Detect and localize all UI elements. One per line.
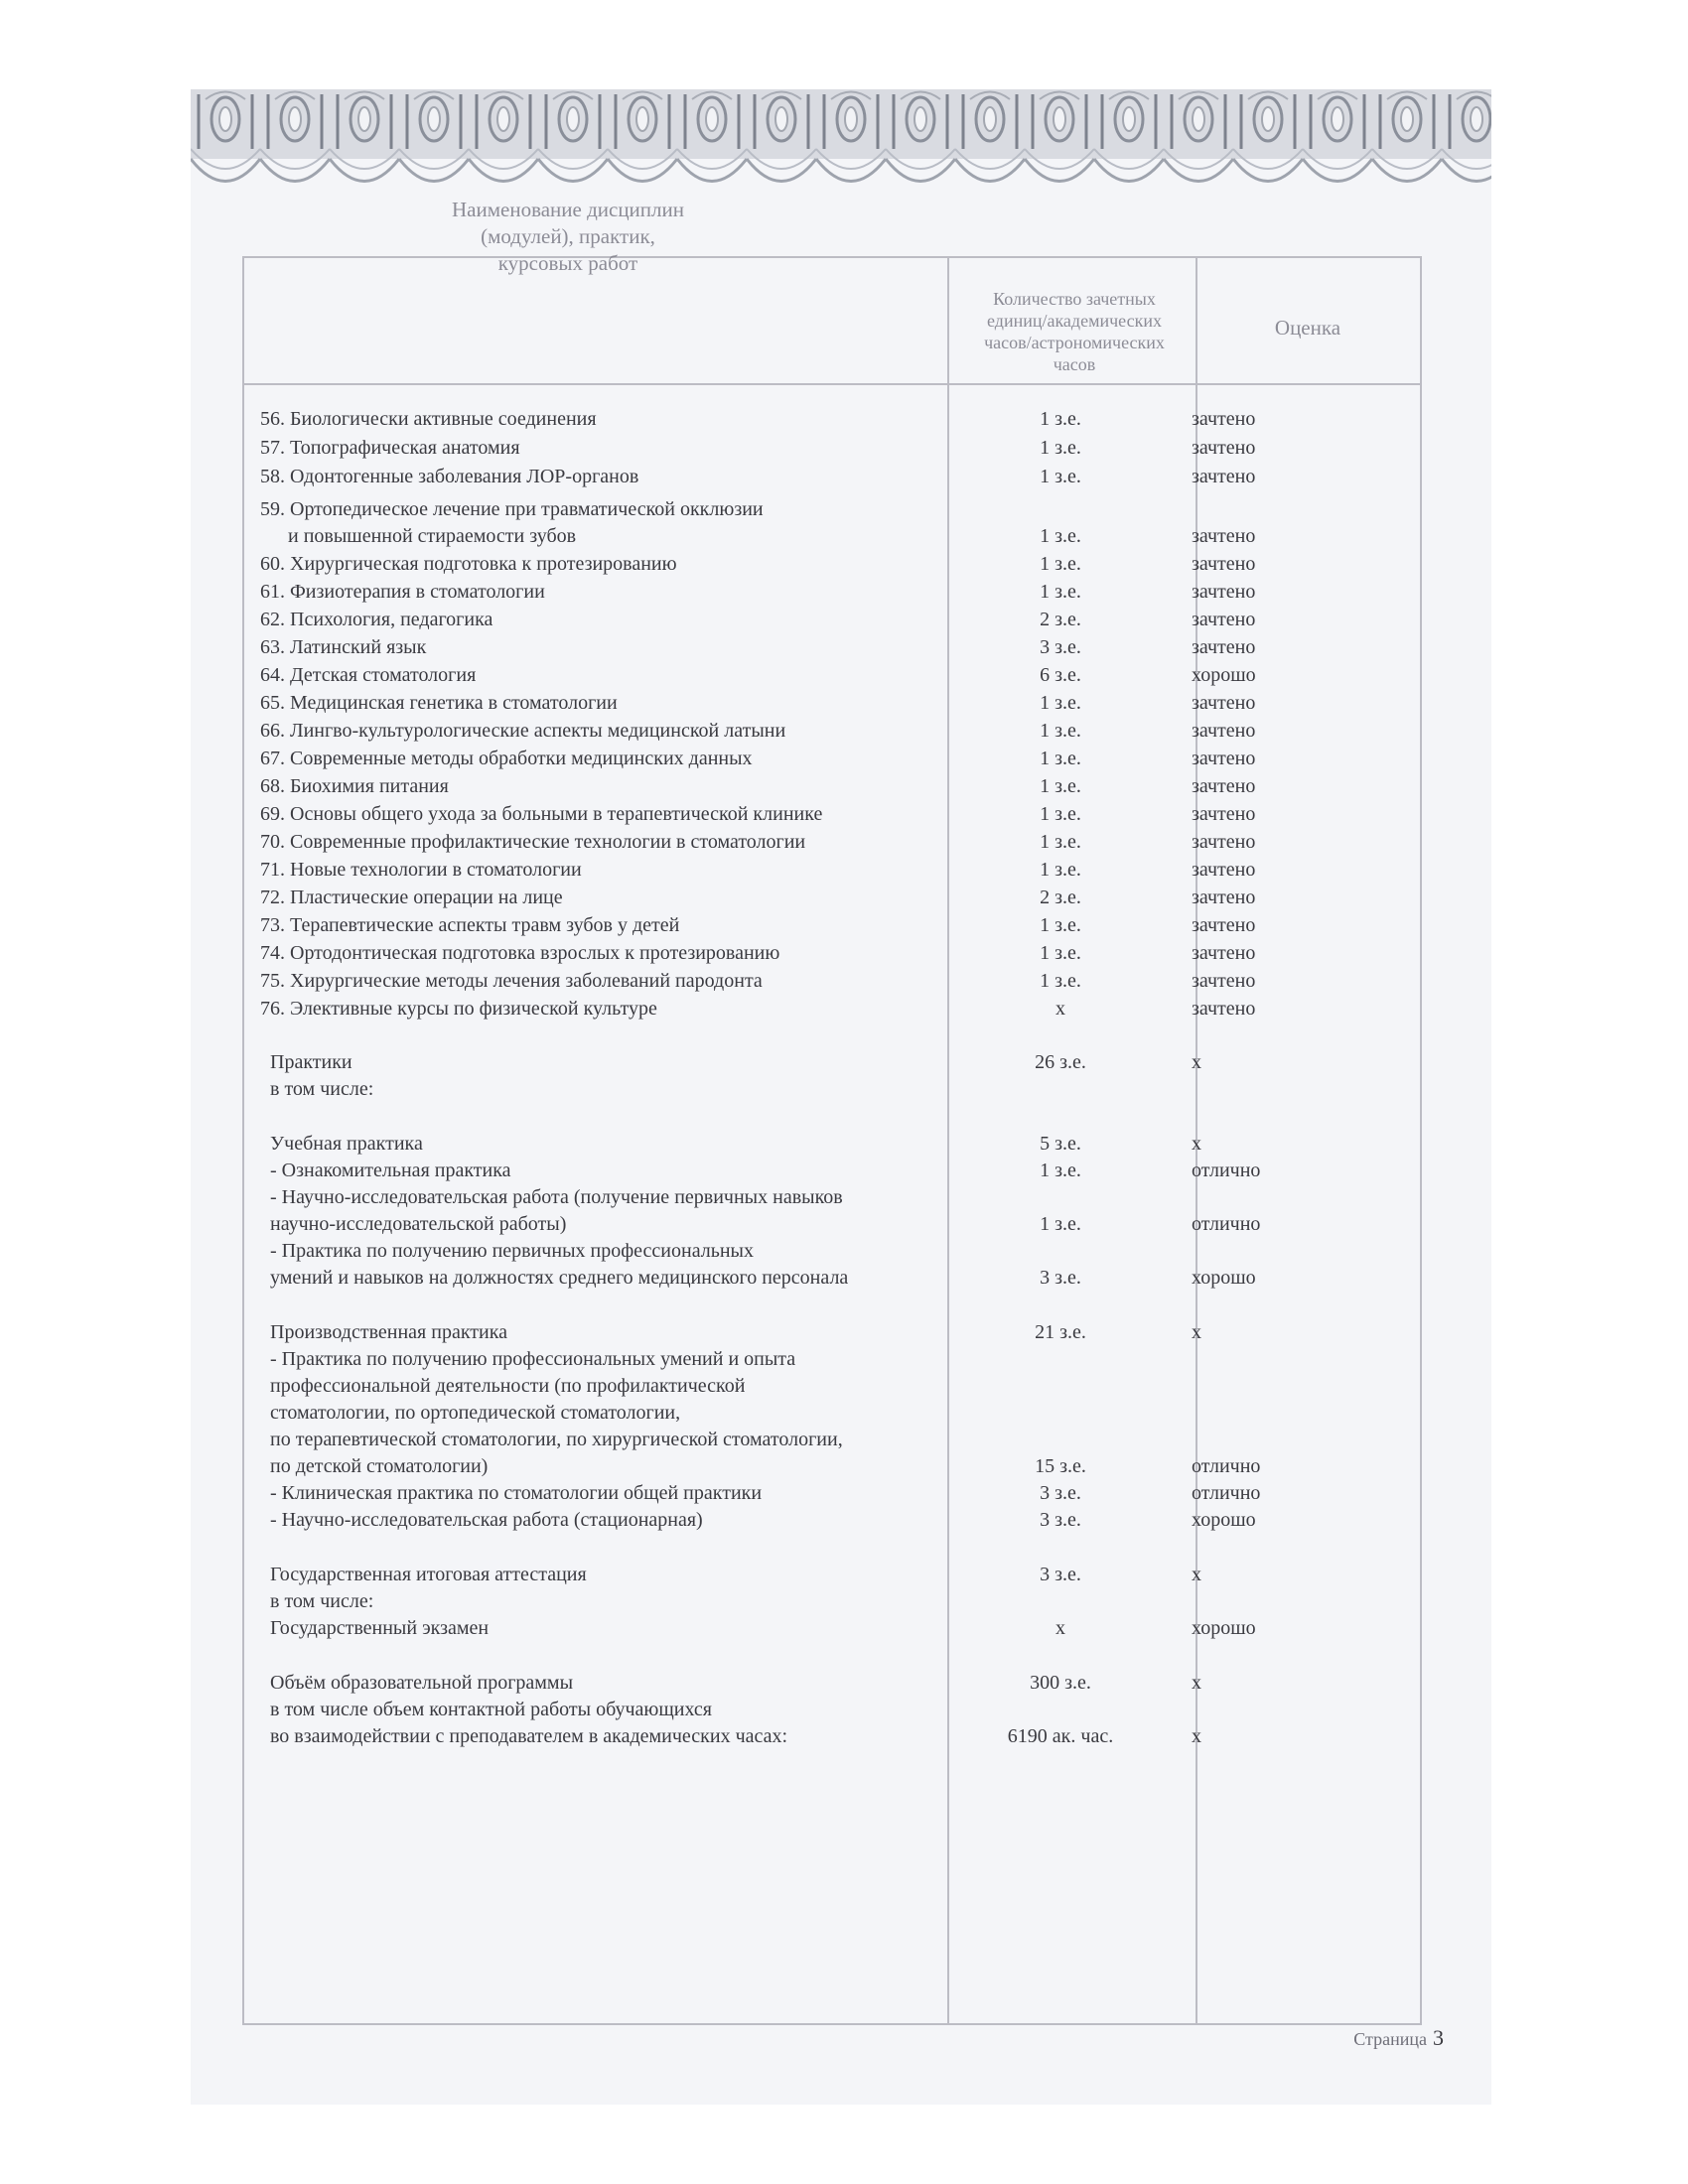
credit-units: 6190 ак. час. [1007,1725,1114,1747]
grade: хорошо [1192,1617,1256,1639]
table-row [191,857,1491,883]
discipline-name: 70. Современные профилактические технологии в стоматологии [260,831,806,853]
grade: х [1192,1321,1201,1343]
table-row [191,607,1491,632]
discipline-name: - Практика по получению профессиональных умений и опыта [270,1348,796,1370]
discipline-name: 76. Элективные курсы по физической культуре [260,998,657,1020]
header-divider [244,383,1420,385]
table-row [191,1131,1491,1157]
credit-units: 1 з.е. [1040,581,1081,603]
section-title: Учебная практика [270,1133,423,1155]
credit-units: 1 з.е. [1040,408,1081,430]
discipline-name: 56. Биологически активные соединения [260,408,597,430]
table-row [191,1400,1491,1426]
table-row [191,1211,1491,1237]
grade: зачтено [1192,859,1256,881]
credit-units: 26 з.е. [1035,1051,1086,1073]
grade: зачтено [1192,748,1256,769]
discipline-name: - Научно-исследовательская работа (стационарная) [270,1509,703,1531]
grade: зачтено [1192,831,1256,853]
credit-units: 1 з.е. [1040,748,1081,769]
credit-units: 2 з.е. [1040,609,1081,630]
discipline-name: по детской стоматологии) [270,1455,489,1477]
credit-units: х [1055,998,1065,1020]
table-row [191,435,1491,461]
section-title: Практики [270,1051,352,1073]
discipline-name: 67. Современные методы обработки медицинских данных [260,748,753,769]
discipline-name: 71. Новые технологии в стоматологии [260,859,582,881]
discipline-name: Государственный экзамен [270,1617,490,1639]
credit-units: 15 з.е. [1035,1455,1086,1477]
credit-units: 1 з.е. [1040,775,1081,797]
grade: отлично [1192,1482,1261,1504]
credit-units: 1 з.е. [1040,914,1081,936]
table-row [191,968,1491,994]
discipline-name: 64. Детская стоматология [260,664,477,686]
table-row [191,1723,1491,1749]
table-row [191,1319,1491,1345]
table-row [191,1158,1491,1183]
section-title: Объём образовательной программы [270,1672,574,1694]
table-row [191,1588,1491,1614]
credit-units: 1 з.е. [1040,1213,1081,1235]
discipline-name: в том числе: [270,1590,374,1612]
grade: х [1192,1672,1201,1694]
discipline-name: стоматологии, по ортопедической стоматологии, [270,1402,681,1424]
discipline-name: 62. Психология, педагогика [260,609,493,630]
document-sheet [191,89,1491,2105]
credit-units: 1 з.е. [1040,437,1081,459]
credit-units: 1 з.е. [1040,831,1081,853]
grade: зачтено [1192,692,1256,714]
grade: х [1192,1051,1201,1073]
table-row [191,1697,1491,1722]
grade: зачтено [1192,437,1256,459]
header-credit-units: Количество зачетных единиц/академических часов/астрономических часов [984,289,1165,374]
table-row [191,1184,1491,1210]
credit-units: 1 з.е. [1040,720,1081,742]
discipline-name: в том числе: [270,1078,374,1100]
table-row [191,634,1491,660]
table-row [191,662,1491,688]
credit-units: 2 з.е. [1040,887,1081,908]
table-row [191,1427,1491,1452]
header-discipline-name: Наименование дисциплин (модулей), практик, курсовых работ [452,198,684,275]
discipline-name: 66. Лингво-культурологические аспекты медицинской латыни [260,720,786,742]
credit-units: 1 з.е. [1040,525,1081,547]
grade: х [1192,1564,1201,1585]
table-row [191,773,1491,799]
discipline-name: - Научно-исследовательская работа (получение первичных навыков [270,1186,843,1208]
table-row [191,829,1491,855]
discipline-name: 63. Латинский язык [260,636,427,658]
discipline-name: умений и навыков на должностях среднего медицинского персонала [270,1267,849,1289]
grade: зачтено [1192,803,1256,825]
grade: х [1192,1725,1201,1747]
credit-units: 1 з.е. [1040,1160,1081,1181]
credit-units: 6 з.е. [1040,664,1081,686]
table-row [191,551,1491,577]
grade: зачтено [1192,998,1256,1020]
discipline-name: - Клиническая практика по стоматологии общей практики [270,1482,763,1504]
table-row [191,464,1491,489]
credit-units: х [1055,1617,1065,1639]
discipline-name: 73. Терапевтические аспекты травм зубов у детей [260,914,680,936]
grade: зачтено [1192,970,1256,992]
discipline-name: в том числе объем контактной работы обучающихся [270,1699,712,1720]
credit-units: 3 з.е. [1040,1267,1081,1289]
credit-units: 300 з.е. [1030,1672,1091,1694]
grade: зачтено [1192,553,1256,575]
table-row [191,1562,1491,1587]
grade: отлично [1192,1455,1261,1477]
table-row [191,996,1491,1022]
table-row [191,579,1491,605]
credit-units: 1 з.е. [1040,692,1081,714]
table-row [191,1238,1491,1264]
discipline-name: во взаимодействии с преподавателем в академических часах: [270,1725,788,1747]
discipline-name: - Ознакомительная практика [270,1160,511,1181]
section-title: Государственная итоговая аттестация [270,1564,587,1585]
credit-units: 1 з.е. [1040,466,1081,487]
grade: зачтено [1192,581,1256,603]
credit-units: 1 з.е. [1040,859,1081,881]
table-row [191,1076,1491,1102]
table-row [191,1670,1491,1696]
discipline-name: 61. Физиотерапия в стоматологии [260,581,545,603]
credit-units: 3 з.е. [1040,1509,1081,1531]
credit-units: 21 з.е. [1035,1321,1086,1343]
decorative-ornament-border [191,89,1491,213]
table-row [191,1049,1491,1075]
grade: зачтено [1192,720,1256,742]
page-number [1353,2025,1444,2051]
grade: зачтено [1192,525,1256,547]
table-row [191,885,1491,910]
discipline-name: по терапевтической стоматологии, по хирургической стоматологии, [270,1429,843,1450]
credit-units: 1 з.е. [1040,970,1081,992]
section-title: Производственная практика [270,1321,508,1343]
discipline-name: 60. Хирургическая подготовка к протезированию [260,553,677,575]
credit-units: 3 з.е. [1040,1564,1081,1585]
grade: зачтено [1192,887,1256,908]
discipline-name: научно-исследовательской работы) [270,1213,567,1235]
table-row [191,912,1491,938]
page-number-value: 3 [1433,2025,1444,2050]
table-row [191,1453,1491,1479]
discipline-name: 59. Ортопедическое лечение при травматической окклюзии [260,498,764,520]
discipline-name: профессиональной деятельности (по профилактической [270,1375,746,1397]
discipline-name: 72. Пластические операции на лице [260,887,563,908]
table-row [191,1615,1491,1641]
credit-units: 3 з.е. [1040,1482,1081,1504]
discipline-name: 58. Одонтогенные заболевания ЛОР-органов [260,466,639,487]
grade: х [1192,1133,1201,1155]
table-row [191,746,1491,771]
table-row [191,718,1491,744]
header-grade: Оценка [1274,316,1341,340]
grade: зачтено [1192,408,1256,430]
table-row [191,801,1491,827]
discipline-name: 68. Биохимия питания [260,775,449,797]
table-row [191,1373,1491,1399]
grade: зачтено [1192,466,1256,487]
credit-units: 1 з.е. [1040,553,1081,575]
grade: хорошо [1192,664,1256,686]
table-row [191,406,1491,432]
discipline-name: 57. Топографическая анатомия [260,437,520,459]
table-row [191,496,1491,522]
discipline-name: 65. Медицинская генетика в стоматологии [260,692,618,714]
grade: зачтено [1192,942,1256,964]
table-row [191,1507,1491,1533]
grade: зачтено [1192,636,1256,658]
discipline-name: и повышенной стираемости зубов [288,525,577,547]
grade: отлично [1192,1160,1261,1181]
credit-units: 3 з.е. [1040,636,1081,658]
grade: зачтено [1192,914,1256,936]
discipline-name: 69. Основы общего ухода за больными в терапевтической клинике [260,803,823,825]
grade: зачтено [1192,609,1256,630]
credit-units: 1 з.е. [1040,803,1081,825]
table-row [191,940,1491,966]
credit-units: 1 з.е. [1040,942,1081,964]
table-row [191,690,1491,716]
table-row [191,523,1491,549]
grade: хорошо [1192,1267,1256,1289]
discipline-name: - Практика по получению первичных профессиональных [270,1240,754,1262]
page-label: Страница [1353,2029,1427,2049]
discipline-name: 75. Хирургические методы лечения заболеваний пародонта [260,970,763,992]
table-row [191,1480,1491,1506]
grade: зачтено [1192,775,1256,797]
credit-units: 5 з.е. [1040,1133,1081,1155]
grade: хорошо [1192,1509,1256,1531]
grade: отлично [1192,1213,1261,1235]
table-row [191,1265,1491,1291]
table-row [191,1346,1491,1372]
discipline-name: 74. Ортодонтическая подготовка взрослых к протезированию [260,942,780,964]
